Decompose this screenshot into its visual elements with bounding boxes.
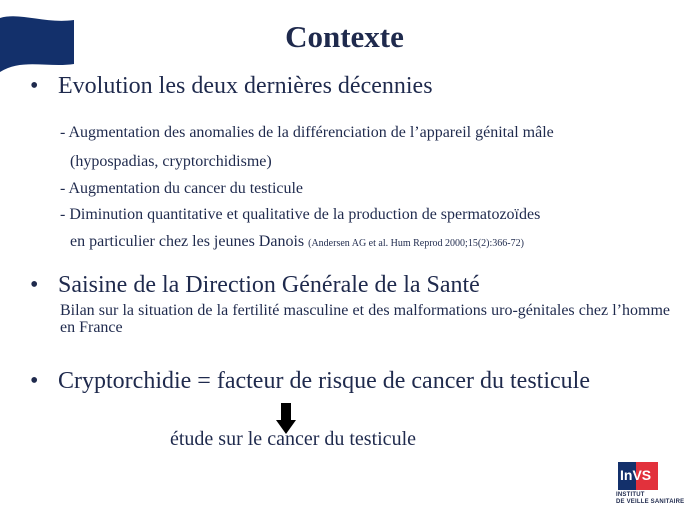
- logo-line1: INSTITUT: [616, 492, 645, 498]
- bullet-text: Saisine de la Direction Générale de la Santé: [58, 272, 480, 298]
- bullet-marker: •: [30, 368, 39, 394]
- sub-item-danois-text: en particulier chez les jeunes Danois: [70, 233, 305, 250]
- sub-item-cancer: - Augmentation du cancer du testicule: [60, 180, 304, 197]
- logo-mark: InVS: [620, 467, 652, 483]
- page-title: Contexte: [285, 19, 404, 54]
- bullet-text: Evolution les deux dernières décennies: [58, 73, 433, 99]
- bullet-marker: •: [30, 73, 39, 99]
- bullet-marker: •: [30, 272, 39, 298]
- bullet-cryptorchidie: [30, 368, 590, 395]
- reference-citation: (Andersen AG et al. Hum Reprod 2000;15(2):366-72): [308, 238, 524, 249]
- logo-line2: DE VEILLE SANITAIRE: [616, 499, 685, 505]
- bullet-text: Cryptorchidie = facteur de risque de cancer du testicule: [58, 368, 590, 394]
- sub-item-anomalies: - Augmentation des anomalies de la différenciation de l’appareil génital mâle: [60, 124, 554, 141]
- bullet-evolution: [30, 73, 433, 100]
- bilan-paragraph: Bilan sur la situation de la fertilité masculine et des malformations uro-génitales chez l’homme en France: [60, 302, 670, 336]
- conclusion-text: étude sur le cancer du testicule: [170, 428, 416, 450]
- bullet-saisine: [30, 272, 480, 299]
- invs-logo: [612, 462, 685, 508]
- sub-item-anomalies-detail: (hypospadias, cryptorchidisme): [70, 153, 272, 170]
- sub-item-danois: [70, 233, 524, 251]
- sub-item-diminution: - Diminution quantitative et qualitative de la production de spermatozoïdes: [60, 206, 541, 223]
